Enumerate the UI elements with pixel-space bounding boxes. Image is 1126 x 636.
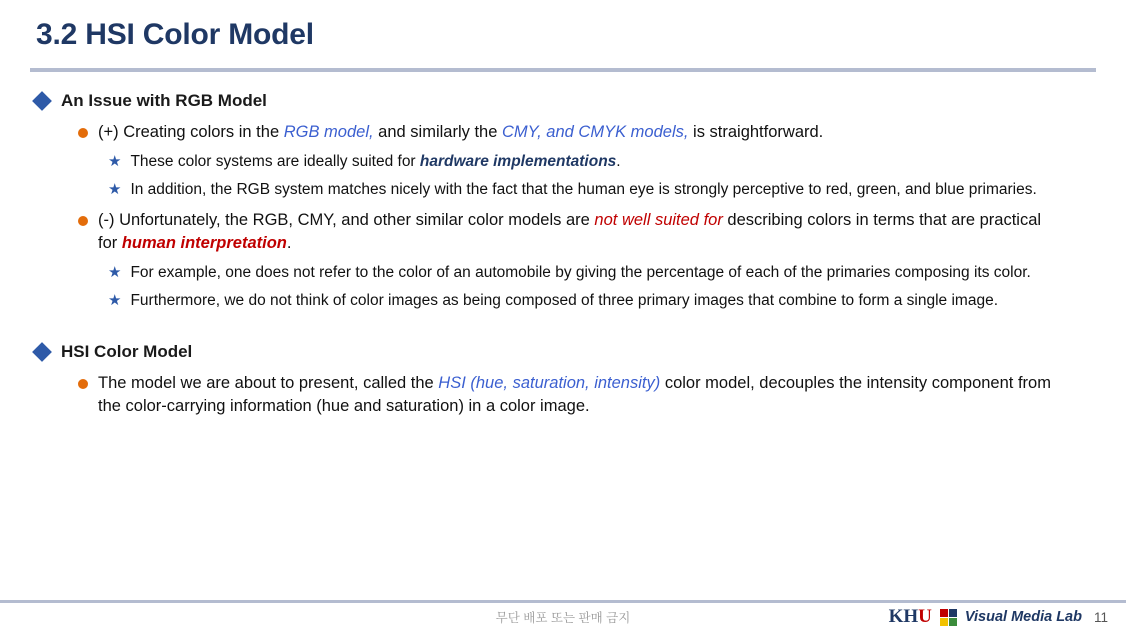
text-run-emphasis: human interpretation [121, 234, 287, 252]
text-run: is straightforward. [688, 123, 824, 141]
text-run-emphasis: not well suited for [594, 211, 723, 229]
list-item [30, 151, 1100, 172]
list-item-text [98, 209, 1058, 255]
section-heading-2 [30, 341, 1100, 363]
text-run: color model, decouples the intensity component from the color-carrying information (hue and saturation) in a color image. [98, 374, 1051, 415]
list-item [30, 209, 1100, 255]
list-item [30, 372, 1100, 418]
list-item [30, 179, 1100, 200]
dot-bullet-icon [78, 128, 88, 138]
diamond-bullet-icon [32, 342, 52, 362]
text-run: The model we are about to present, called the [98, 374, 439, 392]
text-run: (-) Unfortunately, the RGB, CMY, and other similar color models are [98, 211, 595, 229]
text-run-emphasis: RGB model, [283, 123, 374, 141]
section-heading-label: An Issue with RGB Model [61, 91, 267, 110]
list-item [30, 290, 1100, 311]
spacer [30, 311, 1100, 333]
text-run: (+) Creating colors in the [98, 123, 284, 141]
list-item-text: In addition, the RGB system matches nicely with the fact that the human eye is strongly perceptive to red, green, and blue primaries. [130, 181, 1037, 198]
slide-body [30, 82, 1100, 418]
star-bullet-icon: ★ [108, 153, 122, 170]
diamond-bullet-icon [32, 91, 52, 111]
title-divider [30, 68, 1096, 72]
lab-name-label: Visual Media Lab [964, 609, 1082, 625]
text-run-emphasis: HSI (hue, saturation, intensity) [438, 374, 661, 392]
text-run: . [616, 153, 621, 170]
section-heading-1 [30, 90, 1100, 112]
text-run-emphasis: CMY, and CMYK models, [501, 123, 689, 141]
section-heading-label: HSI Color Model [61, 342, 193, 361]
list-item-text [98, 121, 823, 144]
university-wordmark-prefix: KH [888, 606, 919, 627]
dot-bullet-icon [78, 216, 88, 226]
text-run-emphasis: hardware implementations [419, 153, 617, 170]
list-item-text [98, 372, 1058, 418]
list-item [30, 121, 1100, 144]
footer-note: 무단 배포 또는 판매 금지 [495, 611, 631, 625]
text-run: and similarly the [373, 123, 502, 141]
lab-logo-icon [940, 609, 957, 626]
page-title: 3.2 HSI Color Model [36, 18, 314, 51]
university-wordmark [889, 606, 932, 628]
text-run: . [286, 234, 292, 252]
list-item-text: Furthermore, we do not think of color images as being composed of three primary images that combine to form a single image. [130, 292, 999, 309]
dot-bullet-icon [78, 379, 88, 389]
star-bullet-icon: ★ [108, 181, 122, 198]
list-item-text: For example, one does not refer to the color of an automobile by giving the percentage of each of the primaries composing its color. [130, 264, 1031, 281]
page-number: 11 [1093, 609, 1108, 625]
list-item-text [130, 151, 620, 172]
star-bullet-icon: ★ [108, 264, 122, 281]
star-bullet-icon: ★ [108, 292, 122, 309]
text-run: describing colors in terms that are practical for [98, 211, 1042, 252]
university-wordmark-highlight: U [918, 606, 932, 627]
list-item [30, 262, 1100, 283]
text-run: These color systems are ideally suited for [130, 153, 420, 170]
footer-divider [0, 600, 1126, 603]
footer-brand [889, 606, 1108, 628]
